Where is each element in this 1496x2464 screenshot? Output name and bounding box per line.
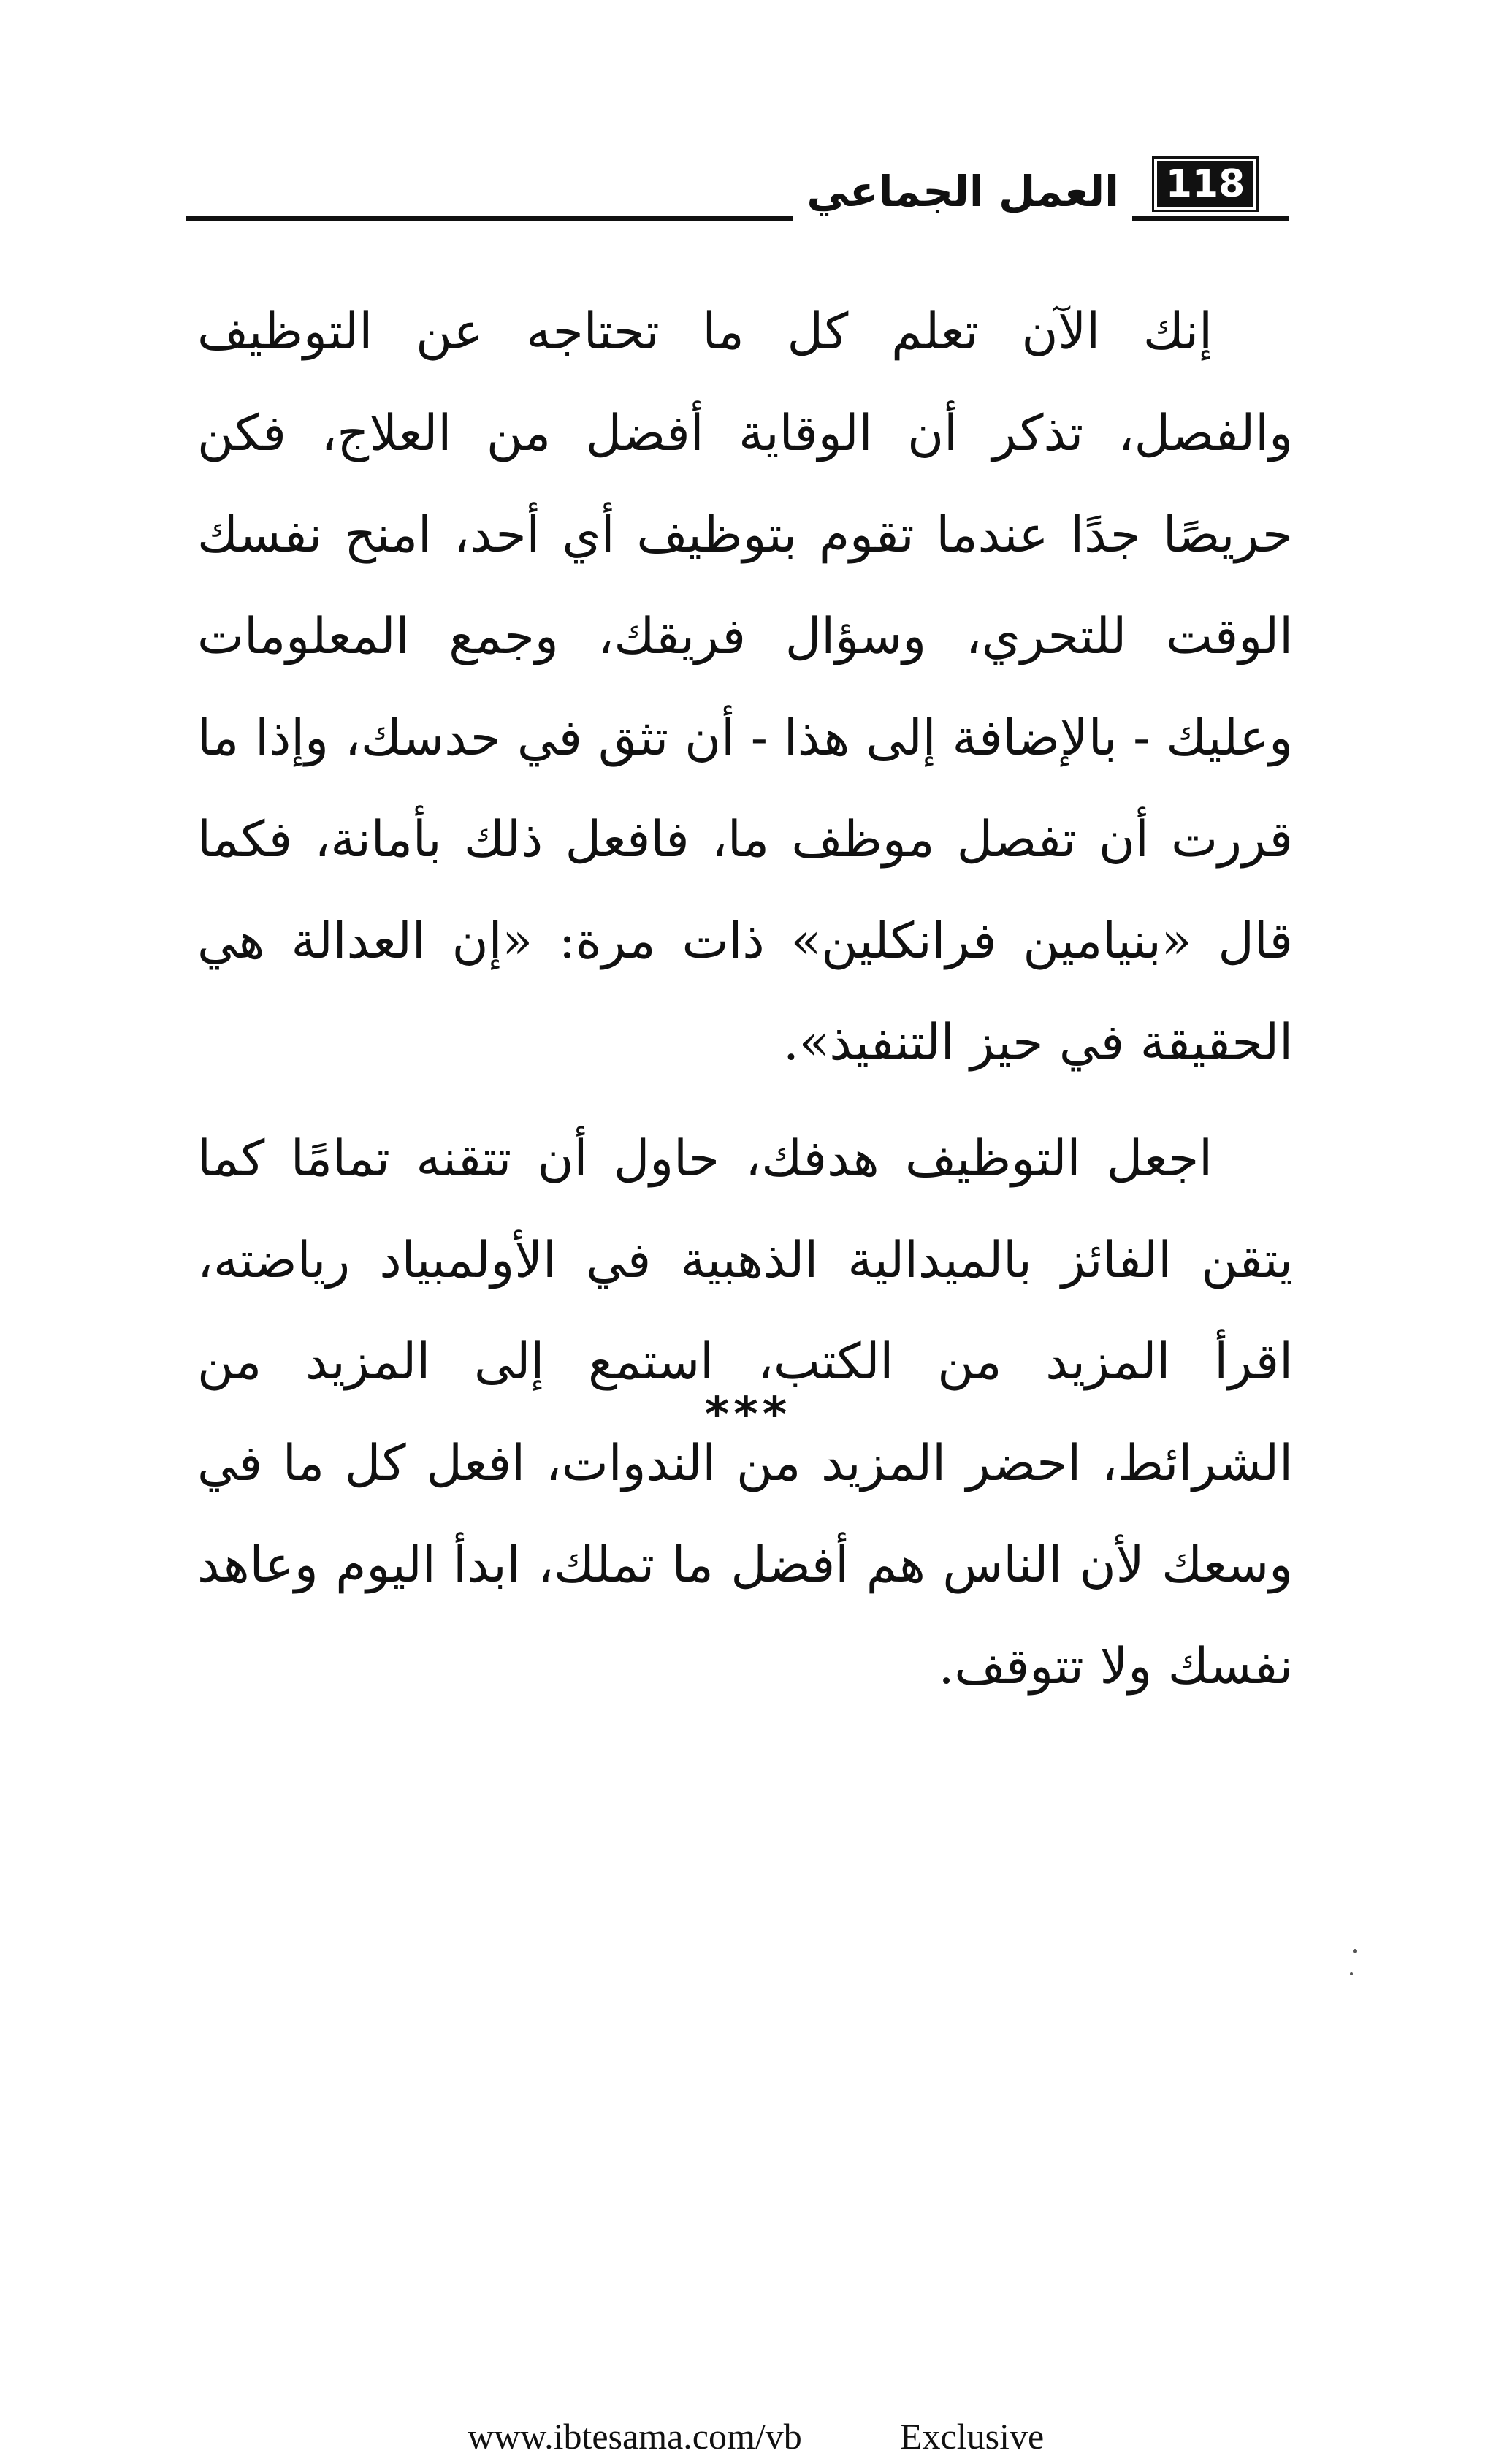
chapter-title: العمل الجماعي [793,162,1132,221]
page-body [197,281,1293,1717]
footer-url: www.ibtesama.com/vb [468,2416,802,2457]
page-number: 118 [1152,156,1259,212]
paragraph-2: اجعل التوظيف هدفك، حاول أن تتقنه تمامًا كما يتقن الفائز بالميدالية الذهبية في الأولمبياد رياضته، اقرأ المزيد من الكتب، استمع إلى المزيد من الشرائط، احضر المزيد من الندوات، افعل كل ما في وسعك لأن الناس هم أفضل ما تملك، ابدأ اليوم وعاهد نفسك ولا تتوقف. [197,1130,1293,1696]
running-header [186,156,1289,229]
section-separator: *** [704,1388,792,1442]
paragraph-1: إنك الآن تعلم كل ما تحتاجه عن التوظيف والفصل، تذكر أن الوقاية أفضل من العلاج، فكن حريصًا جدًا عندما تقوم بتوظيف أي أحد، امنح نفسك الوقت للتحري، وسؤال فريقك، وجمع المعلومات وعليك - بالإضافة إلى هذا - أن تثق في حدسك، وإذا ما قررت أن تفصل موظف ما، فافعل ذلك بأمانة، فكما قال «بنيامين فرانكلين» ذات مرة: «إن العدالة هي الحقيقة في حيز التنفيذ». [197,303,1293,1072]
page-footer [0,2411,1496,2462]
scan-speck [1350,1972,1353,1975]
scan-speck [1353,1949,1357,1953]
footer-tag: Exclusive [900,2416,1045,2457]
